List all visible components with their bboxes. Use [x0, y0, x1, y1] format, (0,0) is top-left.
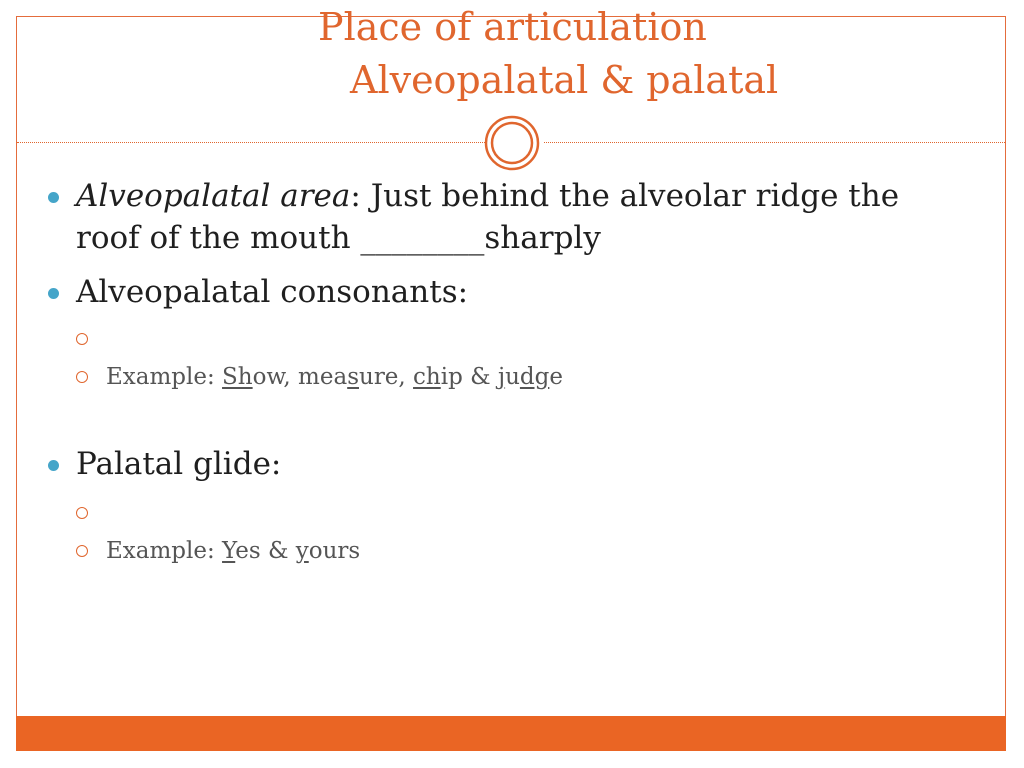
example-text: Example: Yes & yours [106, 538, 361, 564]
sub-bullet-ring-icon [76, 333, 88, 345]
term-alveopalatal-area: Alveopalatal area [76, 178, 351, 214]
definition-line2-start: roof of the mouth [76, 220, 361, 256]
footer-bar [16, 716, 1006, 751]
slide-title: Place of articulation [318, 5, 707, 49]
example-text: Example: Show, measure, chip & judge [106, 364, 563, 390]
title-divider-right [544, 142, 1005, 143]
circle-ornament-icon [484, 115, 540, 171]
sub-bullet-ring-icon [76, 545, 88, 557]
bullet-text: Alveopalatal consonants: [76, 274, 469, 310]
definition-line2-end: sharply [484, 220, 601, 256]
bullet-dot-icon [48, 192, 59, 203]
bullet-text: Palatal glide: [76, 446, 282, 482]
definition-line1: : Just behind the alveolar ridge the [350, 178, 900, 214]
sub-bullet-ring-icon [76, 507, 88, 519]
slide-subtitle: Alveopalatal & palatal [350, 58, 779, 102]
fill-in-blank: ________ [360, 220, 485, 256]
bullet-dot-icon [48, 460, 59, 471]
title-divider-left [17, 142, 485, 143]
sub-bullet-ring-icon [76, 371, 88, 383]
bullet-dot-icon [48, 288, 59, 299]
